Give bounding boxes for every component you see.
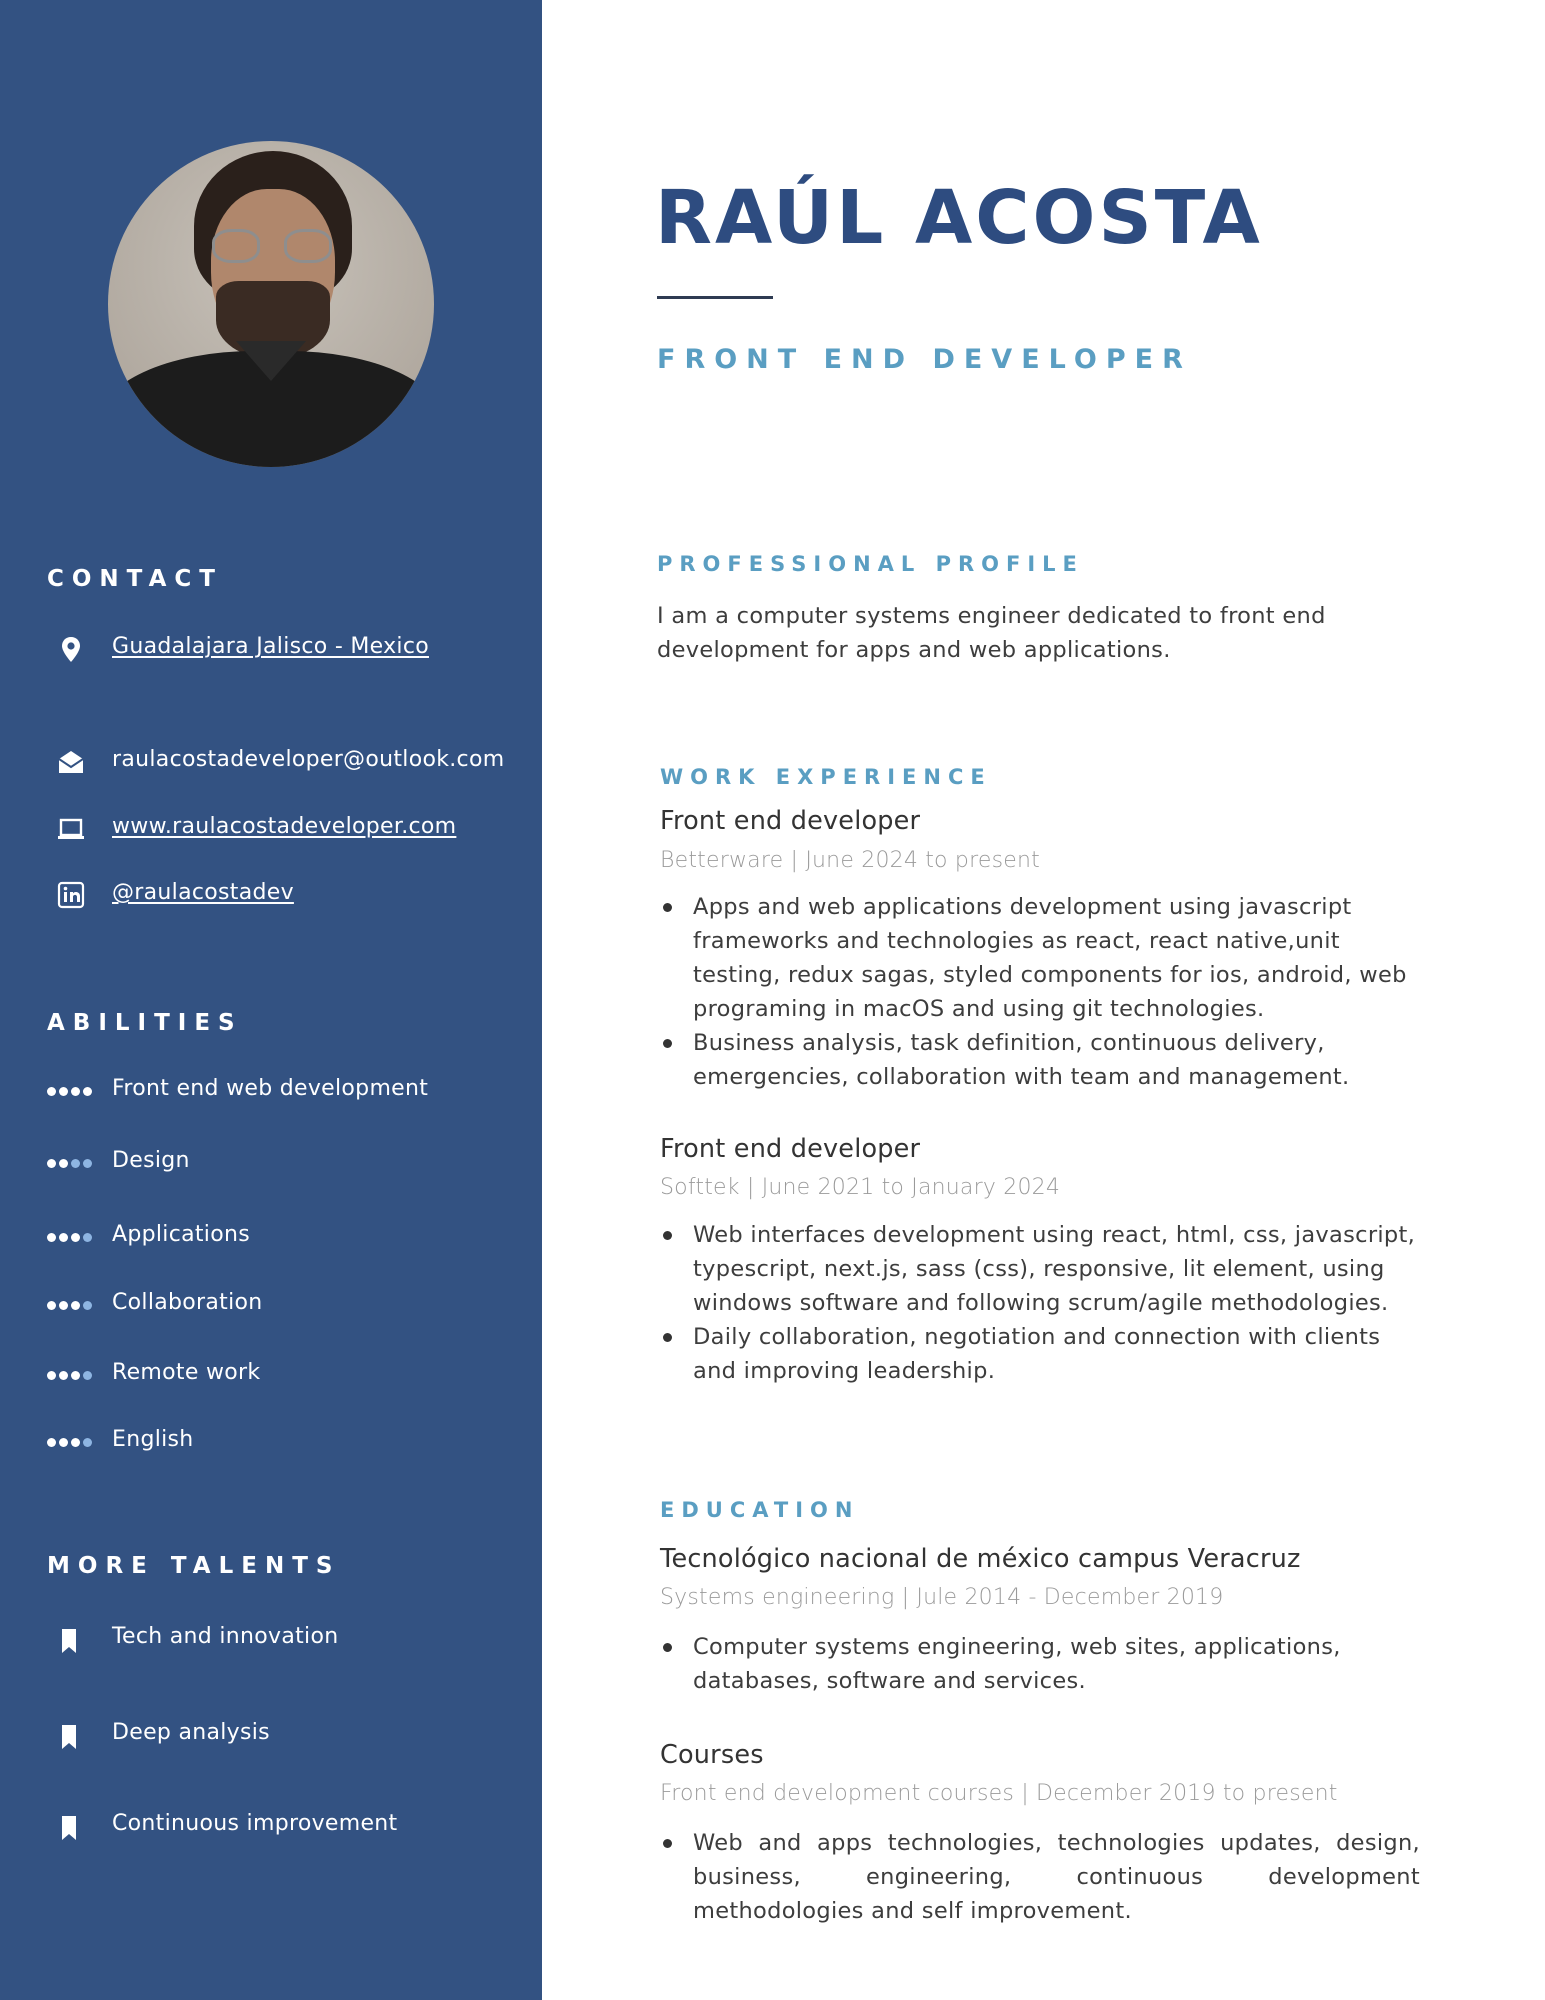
ability-dot-filled — [59, 1087, 68, 1096]
contact-website[interactable] — [0, 806, 542, 846]
profile-photo — [108, 141, 434, 467]
talent-item — [0, 1718, 542, 1758]
ability-dot-empty — [83, 1438, 92, 1447]
education-heading: EDUCATION — [660, 1498, 860, 1522]
list-item: Apps and web applications development using javascript frameworks and technologies as react, react native,unit testing, redux sagas, styled components for ios, android, web programing in macOS and using git technologies. — [660, 890, 1420, 1026]
ability-label: Design — [112, 1148, 190, 1173]
contact-linkedin[interactable] — [0, 872, 542, 912]
contact-heading: CONTACT — [47, 566, 223, 592]
ability-dot-filled — [47, 1301, 56, 1310]
ability-dot-filled — [59, 1159, 68, 1168]
list-item: Computer systems engineering, web sites, applications, databases, software and services. — [660, 1630, 1420, 1698]
candidate-name: RAÚL ACOSTA — [655, 175, 1263, 261]
ability-item — [0, 1425, 542, 1459]
courses-bullets — [660, 1826, 1420, 1928]
bookmark-icon — [61, 1724, 77, 1750]
email-envelope-icon — [56, 747, 86, 777]
experience-heading: WORK EXPERIENCE — [660, 765, 992, 789]
list-item: Web interfaces development using react, html, css, javascript, typescript, next.js, sass (css), responsive, lit element, using windows software and following scrum/agile methodologies. — [660, 1218, 1420, 1320]
courses-title: Courses — [660, 1740, 764, 1770]
ability-level-dots — [47, 1301, 103, 1311]
talent-item — [0, 1809, 542, 1849]
list-item: Business analysis, task definition, continuous delivery, emergencies, collaboration with team and management. — [660, 1026, 1420, 1094]
ability-level-dots — [47, 1233, 103, 1243]
ability-item — [0, 1146, 542, 1180]
education-bullets — [660, 1630, 1420, 1698]
laptop-icon — [56, 814, 86, 844]
ability-dot-filled — [59, 1233, 68, 1242]
ability-dot-filled — [47, 1087, 56, 1096]
profile-heading: PROFESSIONAL PROFILE — [657, 552, 1084, 576]
bookmark-icon — [61, 1628, 77, 1654]
ability-dot-empty — [83, 1371, 92, 1380]
ability-item — [0, 1288, 542, 1322]
ability-label: Collaboration — [112, 1290, 263, 1315]
email-text[interactable]: raulacostadeveloper@outlook.com — [112, 747, 505, 772]
job-title: Front end developer — [660, 1134, 921, 1164]
courses-meta: Front end development courses | December 2019 to present — [660, 1781, 1338, 1806]
ability-dot-filled — [71, 1301, 80, 1310]
ability-dot-empty — [83, 1159, 92, 1168]
abilities-heading: ABILITIES — [47, 1010, 243, 1036]
list-item: Web and apps technologies, technologies updates, design, business, engineering, continuous development methodologies and self improvement. — [660, 1826, 1420, 1928]
location-pin-icon — [56, 634, 86, 664]
ability-level-dots — [47, 1087, 103, 1097]
ability-dot-filled — [71, 1438, 80, 1447]
ability-item — [0, 1074, 542, 1108]
website-link[interactable]: www.raulacostadeveloper.com — [112, 814, 457, 839]
ability-dot-filled — [59, 1371, 68, 1380]
sidebar — [0, 0, 542, 2000]
ability-dot-filled — [59, 1438, 68, 1447]
ability-dot-filled — [47, 1159, 56, 1168]
job-bullets — [660, 890, 1420, 1094]
contact-email[interactable] — [0, 739, 542, 779]
linkedin-link[interactable]: @raulacostadev — [112, 880, 294, 905]
ability-dot-empty — [83, 1233, 92, 1242]
job-title: Front end developer — [660, 806, 921, 836]
ability-item — [0, 1220, 542, 1254]
ability-dot-filled — [71, 1371, 80, 1380]
location-link[interactable]: Guadalajara Jalisco - Mexico — [112, 634, 429, 659]
job-role: FRONT END DEVELOPER — [657, 344, 1192, 375]
linkedin-icon — [56, 880, 86, 910]
job-meta: Softtek | June 2021 to January 2024 — [660, 1175, 1061, 1200]
ability-dot-filled — [59, 1301, 68, 1310]
education-title: Tecnológico nacional de méxico campus Veracruz — [660, 1544, 1301, 1574]
ability-dot-empty — [83, 1301, 92, 1310]
ability-level-dots — [47, 1371, 103, 1381]
contact-location[interactable] — [0, 626, 542, 666]
ability-dot-filled — [71, 1233, 80, 1242]
ability-level-dots — [47, 1438, 103, 1448]
ability-dot-filled — [83, 1087, 92, 1096]
list-item: Daily collaboration, negotiation and connection with clients and improving leadership. — [660, 1320, 1420, 1388]
ability-label: English — [112, 1427, 194, 1452]
job-meta: Betterware | June 2024 to present — [660, 848, 1040, 873]
ability-dot-filled — [47, 1233, 56, 1242]
ability-item — [0, 1358, 542, 1392]
ability-dot-filled — [71, 1087, 80, 1096]
ability-label: Front end web development — [112, 1076, 429, 1101]
ability-dot-filled — [47, 1371, 56, 1380]
profile-text: I am a computer systems engineer dedicated to front end development for apps and web applications. — [657, 603, 1326, 663]
ability-label: Remote work — [112, 1360, 261, 1385]
talent-label: Continuous improvement — [112, 1811, 398, 1836]
bookmark-icon — [61, 1815, 77, 1841]
job-bullets — [660, 1218, 1420, 1388]
talent-label: Tech and innovation — [112, 1624, 339, 1649]
talent-item — [0, 1622, 542, 1662]
ability-dot-filled — [47, 1438, 56, 1447]
ability-label: Applications — [112, 1222, 250, 1247]
talent-label: Deep analysis — [112, 1720, 270, 1745]
ability-level-dots — [47, 1159, 103, 1169]
education-meta: Systems engineering | Jule 2014 - December 2019 — [660, 1585, 1224, 1610]
name-divider — [657, 296, 773, 299]
talents-heading: MORE TALENTS — [47, 1553, 341, 1579]
ability-dot-empty — [71, 1159, 80, 1168]
